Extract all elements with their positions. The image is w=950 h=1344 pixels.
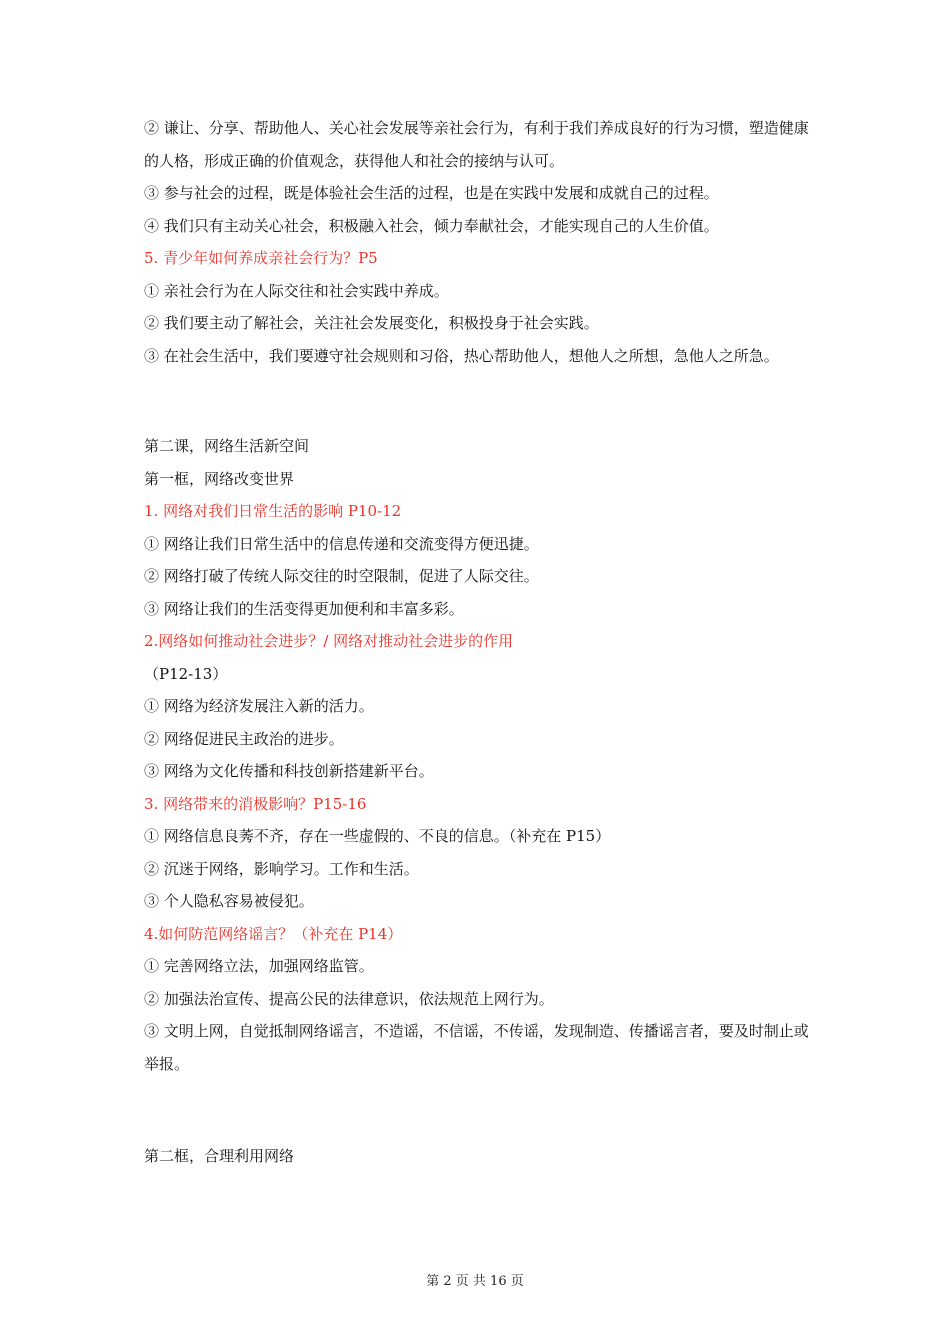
answer-item: ③ 网络让我们的生活变得更加便利和丰富多彩。 bbox=[144, 599, 464, 618]
answer-item: ① 亲社会行为在人际交往和社会实践中养成。 bbox=[144, 281, 449, 300]
answer-item: ③ 在社会生活中，我们要遵守社会规则和习俗，热心帮助他人，想他人之所想，急他人之所急。 bbox=[144, 346, 779, 365]
paragraph: ③ 参与社会的过程，既是体验社会生活的过程，也是在实践中发展和成就自己的过程。 bbox=[144, 184, 719, 202]
lesson-title: 第二课，网络生活新空间 bbox=[144, 437, 310, 455]
page-footer: 第 2 页 共 16 页 bbox=[426, 1274, 524, 1289]
answer-item: ③ 网络为文化传播和科技创新搭建新平台。 bbox=[144, 762, 434, 780]
answer-item: ② 网络打破了传统人际交往的时空限制，促进了人际交往。 bbox=[144, 567, 539, 585]
document-body bbox=[144, 112, 816, 1173]
answer-item: ② 我们要主动了解社会，关注社会发展变化，积极投身于社会实践。 bbox=[144, 314, 599, 332]
answer-item: ① 网络信息良莠不齐，存在一些虚假的、不良的信息。（补充在 P15） bbox=[144, 827, 611, 845]
paragraph: ④ 我们只有主动关心社会，积极融入社会，倾力奉献社会，才能实现自己的人生价值。 bbox=[144, 216, 719, 235]
answer-item: ① 网络让我们日常生活中的信息传递和交流变得方便迅捷。 bbox=[144, 534, 539, 553]
answer-item: ② 加强法治宣传、提高公民的法律意识，依法规范上网行为。 bbox=[144, 989, 554, 1008]
question-heading: 1. 网络对我们日常生活的影响 P10-12 bbox=[144, 502, 402, 520]
question-heading: 3. 网络带来的消极影响？P15-16 bbox=[144, 794, 367, 813]
paragraph: ② 谦让、分享、帮助他人、关心社会发展等亲社会行为，有利于我们养成良好的行为习惯，塑造健康的人格，形成正确的价值观念，获得他人和社会的接纳与认可。 bbox=[144, 119, 809, 170]
answer-item: ② 网络促进民主政治的进步。 bbox=[144, 729, 344, 748]
answer-item: ① 网络为经济发展注入新的活力。 bbox=[144, 697, 374, 715]
question-heading: 4.如何防范网络谣言？（补充在 P14） bbox=[144, 924, 403, 943]
frame-title: 第一框，网络改变世界 bbox=[144, 469, 295, 488]
question-heading: 5. 青少年如何养成亲社会行为？P5 bbox=[144, 249, 378, 267]
question-heading: 2.网络如何推动社会进步？/ 网络对推动社会进步的作用 bbox=[144, 632, 514, 650]
answer-item: ③ 个人隐私容易被侵犯。 bbox=[144, 892, 314, 910]
page-reference: （P12-13） bbox=[144, 664, 228, 683]
answer-item: ③ 文明上网，自觉抵制网络谣言，不造谣，不信谣，不传谣，发现制造、传播谣言者，要及时制止或举报。 bbox=[144, 1022, 809, 1073]
answer-item: ② 沉迷于网络，影响学习。工作和生活。 bbox=[144, 859, 419, 878]
answer-item: ① 完善网络立法，加强网络监管。 bbox=[144, 957, 374, 975]
frame-title: 第二框，合理利用网络 bbox=[144, 1147, 295, 1165]
